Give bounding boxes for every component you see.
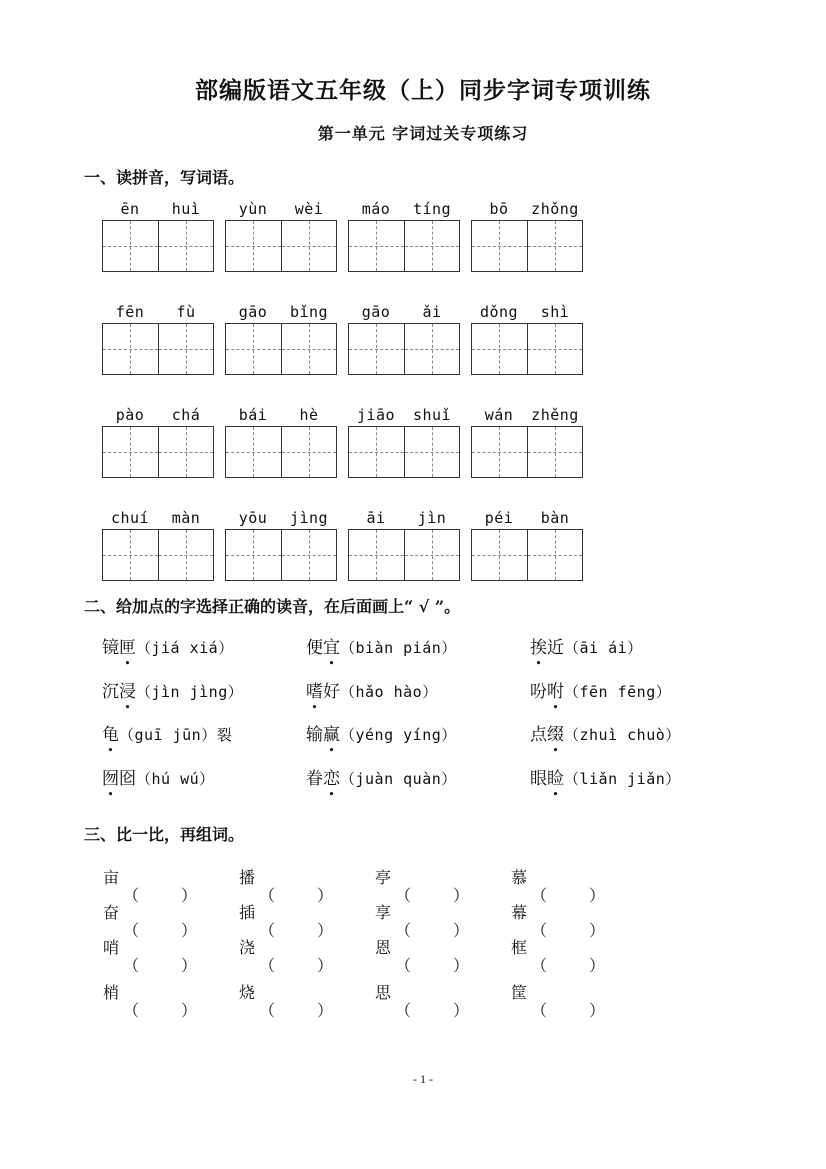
pronunciation-item — [306, 677, 438, 702]
close-paren: ） — [317, 1001, 334, 1020]
writing-grid — [102, 323, 214, 375]
writing-grid — [102, 529, 214, 581]
pinyin-syllable: shuǐ — [412, 406, 452, 424]
compare-item — [511, 900, 606, 940]
open-paren: （ — [531, 886, 548, 905]
pinyin-syllable: màn — [171, 509, 201, 527]
writing-grid — [225, 323, 337, 375]
word-character: 便 — [306, 638, 323, 658]
compare-character: 思 — [375, 983, 392, 1002]
writing-grid — [471, 529, 583, 581]
dotted-character: 匣 — [119, 638, 136, 658]
pinyin-syllable: bái — [238, 406, 268, 424]
dotted-character: 龟 — [102, 725, 119, 745]
dotted-character: 睑 — [547, 769, 564, 789]
compare-character: 亩 — [103, 868, 120, 887]
pinyin-syllable: gāo — [238, 303, 268, 321]
pinyin-syllable: yōu — [238, 509, 268, 527]
open-paren: （ — [259, 886, 276, 905]
word-character: 囵 — [119, 769, 136, 789]
close-paren: ） — [589, 956, 606, 975]
word-character: 镜 — [102, 638, 119, 658]
writing-grid — [102, 220, 214, 272]
close-paren: ） — [589, 886, 606, 905]
open-paren: （ — [531, 1001, 548, 1020]
compare-character: 播 — [239, 868, 256, 887]
pinyin-options[interactable]: （hǎo hào） — [340, 683, 438, 701]
word-character: 点 — [530, 725, 547, 745]
compare-character: 享 — [375, 903, 392, 922]
writing-cell[interactable] — [158, 530, 214, 580]
word-character: 沉 — [102, 682, 119, 702]
writing-cell[interactable] — [472, 324, 527, 374]
pronunciation-item — [306, 720, 457, 745]
pinyin-options[interactable]: （guī jūn）裂 — [119, 726, 233, 744]
pinyin-syllable: bō — [489, 200, 509, 218]
close-paren: ） — [181, 956, 198, 975]
pronunciation-item — [530, 764, 681, 789]
open-paren: （ — [123, 921, 140, 940]
dotted-character: 赢 — [323, 725, 340, 745]
compare-character: 哨 — [103, 938, 120, 957]
pronunciation-item — [102, 633, 234, 658]
compare-item — [375, 900, 470, 940]
close-paren: ） — [589, 921, 606, 940]
section-2-heading: 二、给加点的字选择正确的读音，在后面画上“ √ ”。 — [84, 597, 461, 616]
close-paren: ） — [317, 956, 334, 975]
pinyin-options[interactable]: （zhuì chuò） — [564, 726, 681, 744]
pinyin-syllable: zhǒng — [531, 200, 579, 218]
dotted-character: 浸 — [119, 682, 136, 702]
pinyin-options[interactable]: （fēn fēng） — [564, 683, 672, 701]
writing-cell[interactable] — [472, 530, 527, 580]
writing-grid — [348, 529, 460, 581]
pinyin-options[interactable]: （biàn pián） — [340, 639, 457, 657]
compare-item — [103, 935, 198, 975]
word-character: 近 — [547, 638, 564, 658]
writing-cell[interactable] — [349, 427, 404, 477]
pinyin-syllable: chuí — [110, 509, 150, 527]
pinyin-syllable: zhěng — [531, 406, 579, 424]
writing-cell[interactable] — [404, 324, 460, 374]
compare-character: 慕 — [511, 868, 528, 887]
writing-cell[interactable] — [404, 221, 460, 271]
writing-cell[interactable] — [404, 530, 460, 580]
page-title: 部编版语文五年级（上）同步字词专项训练 — [195, 77, 651, 104]
compare-item — [239, 980, 334, 1020]
pinyin-syllable: péi — [484, 509, 514, 527]
pinyin-syllable: jìng — [289, 509, 329, 527]
writing-cell[interactable] — [349, 530, 404, 580]
writing-grid — [225, 529, 337, 581]
writing-grid — [471, 323, 583, 375]
writing-cell[interactable] — [281, 221, 337, 271]
pinyin-syllable: ēn — [120, 200, 140, 218]
word-character: 眷 — [306, 769, 323, 789]
pinyin-options[interactable]: （jiá xiá） — [136, 639, 234, 657]
close-paren: ） — [453, 921, 470, 940]
dotted-character: 嗜 — [306, 682, 323, 702]
writing-grid — [348, 323, 460, 375]
pinyin-syllable: bǐng — [289, 303, 329, 321]
dotted-character: 缀 — [547, 725, 564, 745]
writing-cell[interactable] — [103, 324, 158, 374]
pinyin-syllable: jìn — [417, 509, 447, 527]
pinyin-syllable: chá — [171, 406, 201, 424]
compare-item — [511, 865, 606, 905]
writing-cell[interactable] — [158, 427, 214, 477]
compare-item — [375, 980, 470, 1020]
writing-cell[interactable] — [281, 324, 337, 374]
compare-item — [239, 865, 334, 905]
open-paren: （ — [259, 921, 276, 940]
writing-cell[interactable] — [158, 324, 214, 374]
open-paren: （ — [395, 1001, 412, 1020]
writing-cell[interactable] — [281, 530, 337, 580]
pinyin-syllable: pào — [115, 406, 145, 424]
compare-item — [511, 980, 606, 1020]
writing-cell[interactable] — [103, 221, 158, 271]
writing-cell[interactable] — [527, 530, 583, 580]
compare-character: 烧 — [239, 983, 256, 1002]
word-character: 眼 — [530, 769, 547, 789]
compare-character: 插 — [239, 903, 256, 922]
close-paren: ） — [317, 921, 334, 940]
compare-character: 框 — [511, 938, 528, 957]
open-paren: （ — [395, 956, 412, 975]
open-paren: （ — [395, 886, 412, 905]
word-character: 好 — [323, 682, 340, 702]
pinyin-syllable: wán — [484, 406, 514, 424]
pinyin-options[interactable]: （yéng yíng） — [340, 726, 457, 744]
pronunciation-item — [102, 677, 243, 702]
compare-character: 奋 — [103, 903, 120, 922]
page-subtitle: 第一单元 字词过关专项练习 — [317, 124, 529, 143]
open-paren: （ — [395, 921, 412, 940]
dotted-character: 囫 — [102, 769, 119, 789]
writing-grid — [225, 426, 337, 478]
pronunciation-item — [530, 633, 643, 658]
writing-cell[interactable] — [349, 324, 404, 374]
word-character: 吩 — [530, 682, 547, 702]
open-paren: （ — [259, 1001, 276, 1020]
pinyin-syllable: máo — [361, 200, 391, 218]
close-paren: ） — [317, 886, 334, 905]
writing-cell[interactable] — [103, 530, 158, 580]
open-paren: （ — [531, 956, 548, 975]
writing-cell[interactable] — [527, 324, 583, 374]
pronunciation-item — [306, 764, 457, 789]
pinyin-options[interactable]: （liǎn jiǎn） — [564, 770, 681, 788]
pinyin-syllable: ǎi — [422, 303, 442, 321]
compare-item — [375, 935, 470, 975]
pinyin-syllable: gāo — [361, 303, 391, 321]
pinyin-syllable: hè — [299, 406, 319, 424]
compare-item — [103, 865, 198, 905]
close-paren: ） — [453, 886, 470, 905]
writing-cell[interactable] — [103, 427, 158, 477]
section-1-heading: 一、读拼音，写词语。 — [84, 168, 245, 187]
compare-item — [375, 865, 470, 905]
pronunciation-item — [102, 720, 232, 745]
writing-grid — [471, 426, 583, 478]
compare-item — [103, 900, 198, 940]
writing-cell[interactable] — [158, 221, 214, 271]
pinyin-syllable: huì — [171, 200, 201, 218]
open-paren: （ — [123, 1001, 140, 1020]
dotted-character: 咐 — [547, 682, 564, 702]
pinyin-syllable: shì — [540, 303, 570, 321]
writing-grid — [471, 220, 583, 272]
close-paren: ） — [453, 956, 470, 975]
section-3-heading: 三、比一比，再组词。 — [84, 825, 245, 844]
writing-cell[interactable] — [226, 427, 281, 477]
writing-grid — [348, 220, 460, 272]
writing-cell[interactable] — [472, 221, 527, 271]
pronunciation-item — [306, 633, 457, 658]
pronunciation-item — [530, 677, 671, 702]
writing-cell[interactable] — [226, 221, 281, 271]
pinyin-syllable: yùn — [238, 200, 268, 218]
writing-cell[interactable] — [281, 427, 337, 477]
pinyin-syllable: bàn — [540, 509, 570, 527]
compare-character: 筐 — [511, 983, 528, 1002]
close-paren: ） — [181, 1001, 198, 1020]
writing-cell[interactable] — [349, 221, 404, 271]
compare-item — [239, 935, 334, 975]
pinyin-syllable: wèi — [294, 200, 324, 218]
close-paren: ） — [453, 1001, 470, 1020]
writing-cell[interactable] — [527, 427, 583, 477]
page-number: - 1 - — [413, 1072, 433, 1086]
pinyin-syllable: dǒng — [479, 303, 519, 321]
word-character: 输 — [306, 725, 323, 745]
writing-grid — [348, 426, 460, 478]
pronunciation-item — [530, 720, 681, 745]
close-paren: ） — [181, 921, 198, 940]
compare-character: 亭 — [375, 868, 392, 887]
writing-cell[interactable] — [226, 530, 281, 580]
pinyin-options[interactable]: （jìn jìng） — [136, 683, 244, 701]
writing-cell[interactable] — [472, 427, 527, 477]
writing-cell[interactable] — [404, 427, 460, 477]
writing-grid — [102, 426, 214, 478]
writing-cell[interactable] — [527, 221, 583, 271]
open-paren: （ — [259, 956, 276, 975]
pinyin-options[interactable]: （āi ái） — [564, 639, 643, 657]
compare-character: 浇 — [239, 938, 256, 957]
compare-item — [239, 900, 334, 940]
close-paren: ） — [181, 886, 198, 905]
dotted-character: 挨 — [530, 638, 547, 658]
pinyin-options[interactable]: （hú wú） — [136, 770, 215, 788]
compare-item — [103, 980, 198, 1020]
pinyin-syllable: āi — [366, 509, 386, 527]
dotted-character: 宜 — [323, 638, 340, 658]
pinyin-syllable: fēn — [115, 303, 145, 321]
pinyin-options[interactable]: （juàn quàn） — [340, 770, 457, 788]
pinyin-syllable: tíng — [412, 200, 452, 218]
open-paren: （ — [123, 956, 140, 975]
close-paren: ） — [589, 1001, 606, 1020]
compare-character: 恩 — [375, 938, 392, 957]
writing-grid — [225, 220, 337, 272]
writing-cell[interactable] — [226, 324, 281, 374]
pinyin-syllable: jiāo — [356, 406, 396, 424]
compare-character: 幕 — [511, 903, 528, 922]
open-paren: （ — [123, 886, 140, 905]
compare-character: 梢 — [103, 983, 120, 1002]
open-paren: （ — [531, 921, 548, 940]
compare-item — [511, 935, 606, 975]
dotted-character: 恋 — [323, 769, 340, 789]
pronunciation-item — [102, 764, 215, 789]
pinyin-syllable: fù — [176, 303, 196, 321]
